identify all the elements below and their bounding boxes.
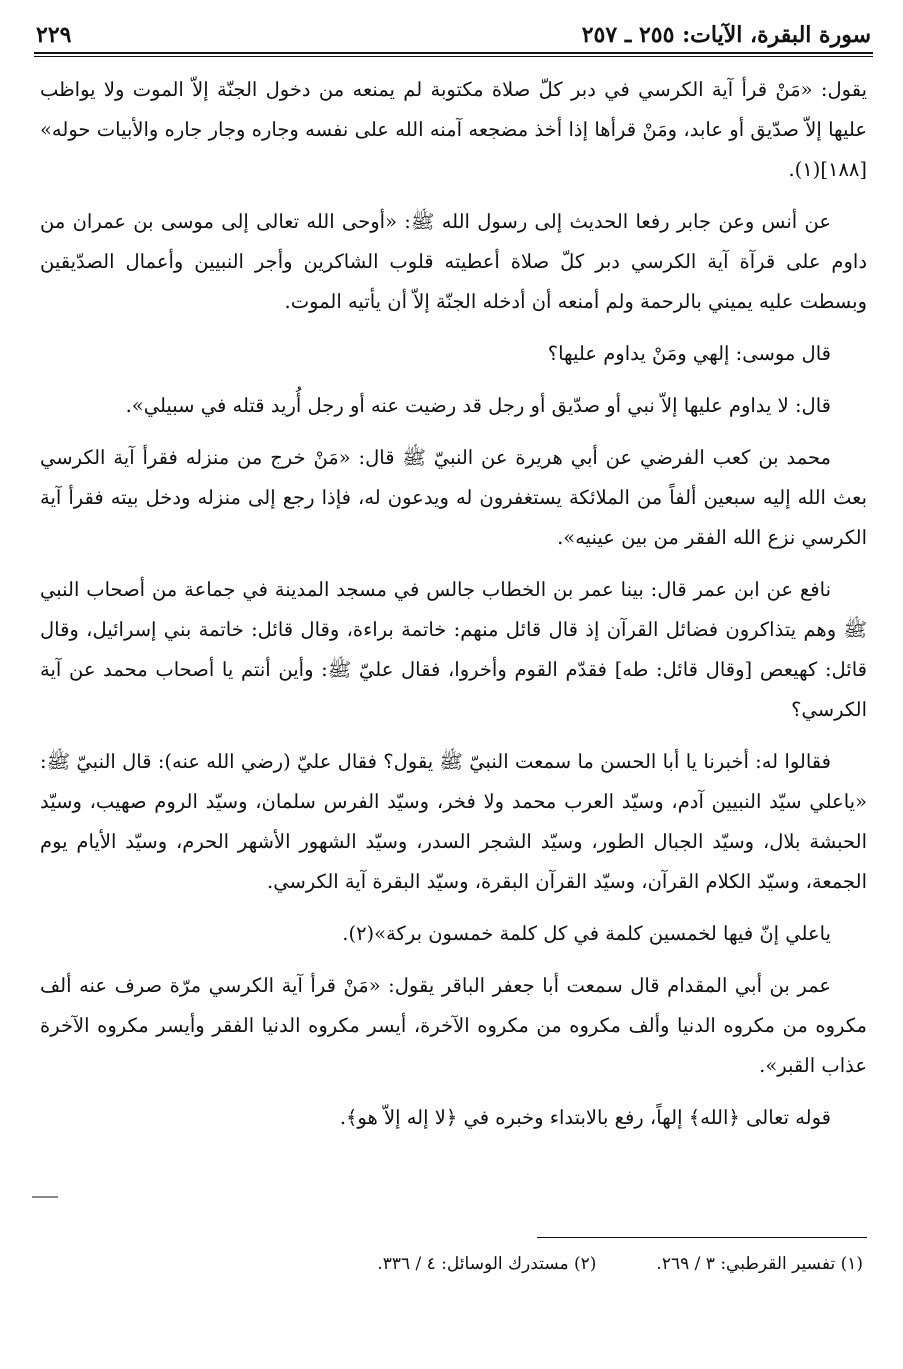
paragraph: نافع عن ابن عمر قال: بينا عمر بن الخطاب جالس في مسجد المدينة في جماعة من أصحاب النبي ﷺ وهم يتذاكرون فضائل القرآن إذ قال قائل منهم: خاتمة براءة، وقال قائل: خاتمة بني إسرائيل، وقال قائل: كهيعص [وقال قائل: طه] فقدّم القوم وأخروا، فقال عليّ ﷺ: وأين أنتم يا أصحاب محمد عن آية الكرسي؟ <box>40 578 867 721</box>
header-rule-thin <box>34 56 873 57</box>
margin-dash <box>32 1196 58 1198</box>
page-number: ٢٢٩ <box>36 22 72 48</box>
footnotes <box>40 1250 863 1278</box>
paragraph: فقالوا له: أخبرنا يا أبا الحسن ما سمعت النبيّ ﷺ يقول؟ فقال عليّ (رضي الله عنه): قال النبيّ ﷺ: «ياعلي سيّد النبيين آدم، وسيّد العرب محمد ولا فخر، وسيّد الفرس سلمان، وسيّد الروم صهيب، وسيّد الحبشة بلال، وسيّد الجبال الطور، وسيّد الشجر السدر، وسيّد الشهور الأشهر الحرم، وسيّد الأيام يوم الجمعة، وسيّد الكلام القرآن، وسيّد القرآن البقرة، وسيّد البقرة آية الكرسي. <box>40 750 867 893</box>
paragraph: محمد بن كعب الفرضي عن أبي هريرة عن النبيّ ﷺ قال: «مَنْ خرج من منزله فقرأ آية الكرسي بعث الله إليه سبعين ألفاً من الملائكة يستغفرون له ويدعون له، فإذا رجع إلى منزله ودخل بيته فقرأ آية الكرسي نزع الله الفقر من بين عينيه». <box>40 446 867 549</box>
paragraph: عن أنس وعن جابر رفعا الحديث إلى رسول الله ﷺ: «أوحى الله تعالى إلى موسى بن عمران من داوم على قرآة آية الكرسي دبر كلّ صلاة أعطيته قلوب الشاكرين وأجر النبيين وأعمال الصدّيقين وبسطت عليه يميني بالرحمة ولم أمنعه أن أدخله الجنّة إلاّ أن يأتيه الموت. <box>40 210 867 313</box>
paragraph: عمر بن أبي المقدام قال سمعت أبا جعفر الباقر يقول: «مَنْ قرأ آية الكرسي مرّة صرف عنه ألف مكروه من مكروه الدنيا وألف مكروه من مكروه الآخرة، أيسر مكروه الدنيا الفقر وأيسر مكروه الآخرة عذاب القبر». <box>40 974 867 1077</box>
surah-title: سورة البقرة، الآيات: ٢٥٥ ـ ٢٥٧ <box>581 22 871 48</box>
paragraph: قال موسى: إلهي ومَنْ يداوم عليها؟ <box>547 342 831 365</box>
paragraph: ياعلي إنّ فيها لخمسين كلمة في كل كلمة خمسون بركة»(٢). <box>342 922 831 945</box>
paragraph: يقول: «مَنْ قرأ آية الكرسي في دبر كلّ صلاة مكتوبة لم يمنعه من دخول الجنّة إلاّ الموت ولا يواظب عليها إلاّ صدّيق أو عابد، ومَنْ قرأها إذا أخذ مضجعه آمنه الله على نفسه وجاره وجار جاره والأبيات حوله» [١٨٨](١). <box>40 78 867 181</box>
footnote: (١) تفسير القرطبي: ٣ / ٢٦٩. <box>656 1254 863 1274</box>
paragraph: قوله تعالى ﴿الله﴾ إلهاً، رفع بالابتداء وخبره في ﴿لا إله إلاّ هو﴾. <box>339 1106 831 1129</box>
main-text <box>40 70 867 1150</box>
running-head <box>36 14 871 48</box>
paragraph: قال: لا يداوم عليها إلاّ نبي أو صدّيق أو رجل قد رضيت عنه أو رجل أُريد قتله في سبيلي». <box>125 394 831 417</box>
header-rule <box>34 52 873 54</box>
footnote-rule <box>537 1237 867 1238</box>
footnote: (٢) مستدرك الوسائل: ٤ / ٣٣٦. <box>377 1254 597 1274</box>
